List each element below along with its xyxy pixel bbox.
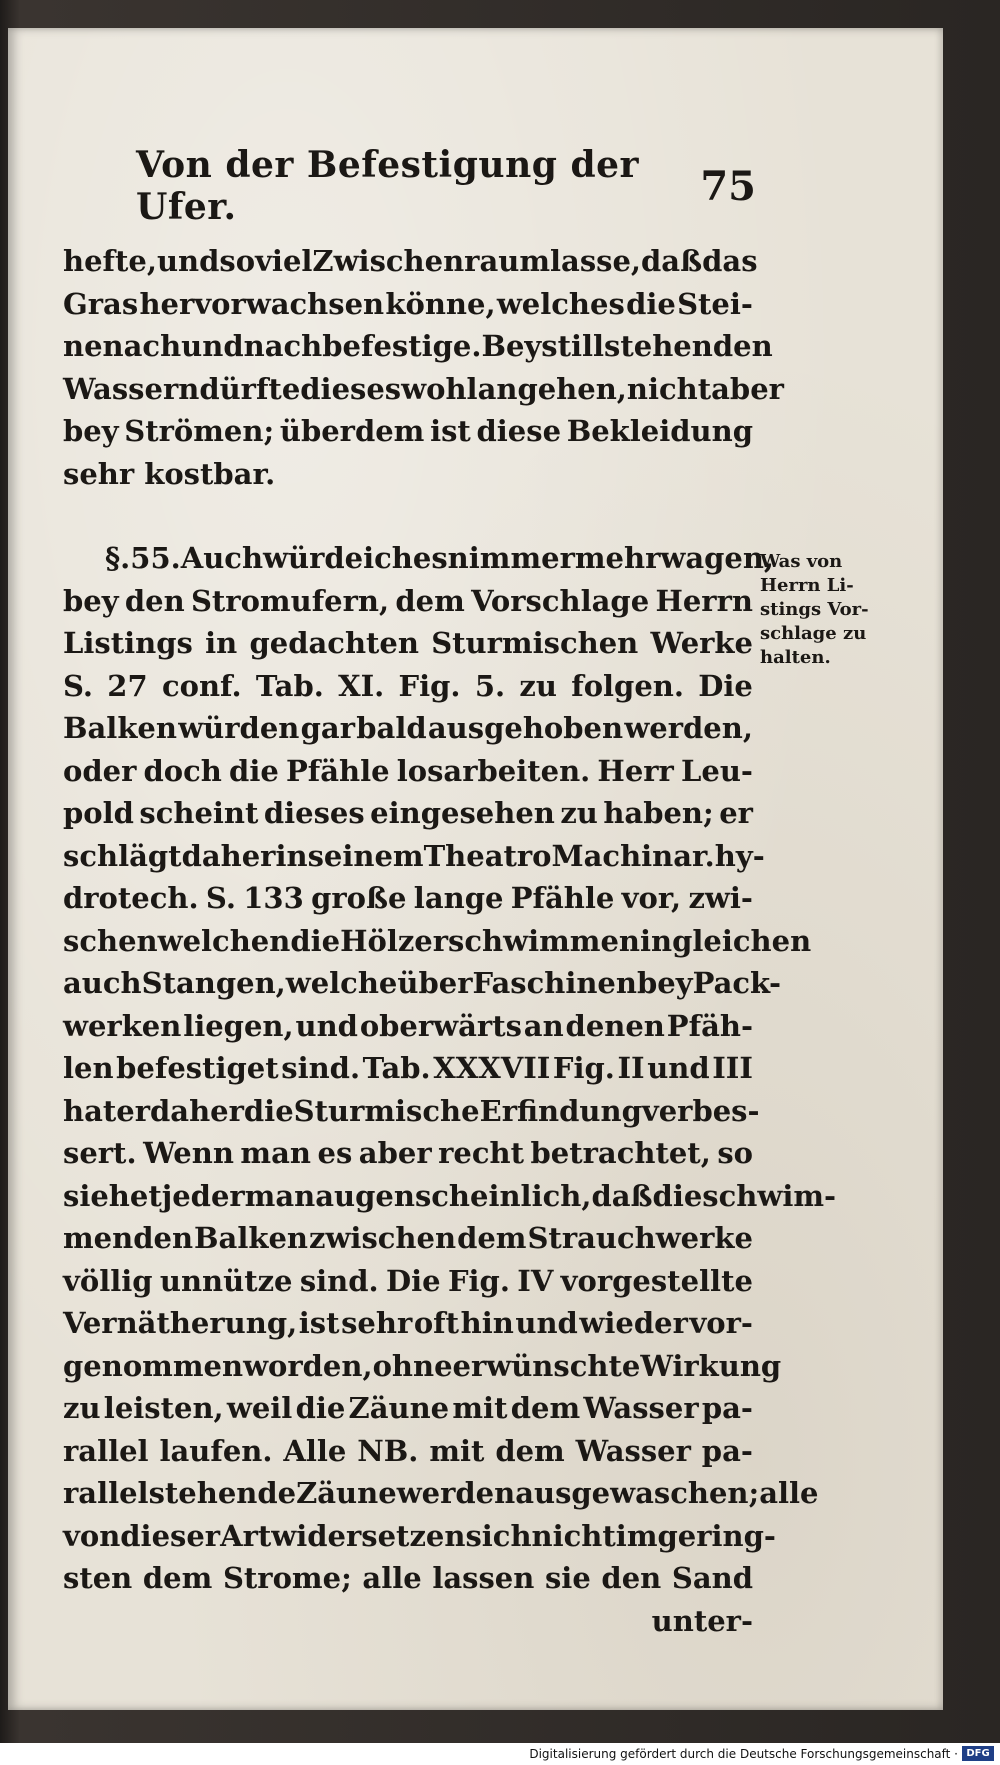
text-line: pold scheint dieses eingesehen zu haben; er [63, 796, 753, 830]
text-line: rallel laufen. Alle NB. mit dem Wasser pa- [63, 1433, 753, 1468]
text-line: ne nach und nach befestige. Bey stillstehenden [63, 329, 773, 363]
footer-bar [0, 1743, 1000, 1765]
marginal-note-line: schlage zu [760, 623, 867, 644]
text-line: sehr kostbar. [63, 456, 276, 491]
page-number: 75 [700, 162, 756, 210]
text-line: sten dem Strome; alle lassen sie den Sand [63, 1561, 753, 1595]
catchword: unter- [651, 1603, 753, 1638]
text-line: hat er daher die Sturmische Erfindung verbes- [63, 1093, 760, 1128]
text-line: völlig unnütze sind. Die Fig. IV vorgestellte [63, 1263, 753, 1298]
text-line: Listings in gedachten Sturmischen Werke [63, 626, 753, 660]
text-line: Balken würden gar bald ausgehoben werden, [63, 711, 753, 745]
text-line: auch Stangen, welche über Faschinen bey Pack- [63, 966, 781, 1000]
text-line: oder doch die Pfähle losarbeiten. Herr Leu- [63, 753, 753, 788]
footer-credit: Digitalisierung gefördert durch die Deutsche Forschungsgemeinschaft · [529, 1747, 958, 1761]
text-line: schlägt daher in seinem Theatro Machinar. hy- [63, 838, 765, 873]
text-line: von dieser Art widersetzen sich nicht im gering- [63, 1518, 776, 1553]
text-line: rallelstehende Zäune werden ausgewaschen; alle [63, 1476, 819, 1510]
text-line: S. 27 conf. Tab. XI. Fig. 5. zu folgen. Die [63, 668, 753, 703]
text-line: hefte, und so viel Zwischenraum lasse, daß das [63, 244, 758, 278]
text-line: menden Balken zwischen dem Strauchwerke [63, 1221, 753, 1255]
book-page [8, 28, 943, 1710]
text-line: sert. Wenn man es aber recht betrachtet, so [63, 1136, 753, 1170]
dfg-logo-icon: DFG [962, 1746, 994, 1761]
text-line: Gras hervorwachsen könne, welches die Stei- [63, 286, 753, 321]
text-line: werken liegen, und oberwärts an denen Pfäh- [63, 1008, 753, 1043]
text-line: genommen worden, ohne erwünschte Wirkung [63, 1348, 782, 1383]
text-line: bey den Stromufern, dem Vorschlage Herrn [63, 583, 753, 618]
text-line: siehet jederman augenscheinlich, daß die schwim- [63, 1178, 837, 1213]
paragraph-gap [63, 495, 753, 537]
text-line: Vernätherung, ist sehr oft hin und wieder vor- [63, 1306, 753, 1340]
text-line: bey Strömen; überdem ist diese Bekleidung [63, 414, 753, 448]
text-line: drotech. S. 133 große lange Pfähle vor, zwi- [63, 881, 753, 915]
marginal-note-line: stings Vor- [760, 599, 869, 620]
running-head [136, 144, 756, 228]
text-line: §. 55. Auch würde ich es nimmermehr wagen, [105, 541, 775, 575]
marginal-note-line: halten. [760, 647, 831, 668]
marginal-note-line: Was von [760, 551, 843, 572]
marginal-note [760, 550, 900, 670]
marginal-note-line: Herrn Li- [760, 575, 854, 596]
text-line: zu leisten, weil die Zäune mit dem Wasser pa- [63, 1391, 753, 1425]
text-line: Wassern dürfte dieses wohl angehen, nicht aber [63, 371, 784, 406]
text-line: len befestiget sind. Tab. XXXVII Fig. II und III [63, 1051, 753, 1085]
running-title: Von der Befestigung der Ufer. [136, 144, 639, 228]
paragraph-1 [63, 240, 784, 495]
text-line: schen welchen die Hölzer schwimmen ingleichen [63, 923, 812, 958]
